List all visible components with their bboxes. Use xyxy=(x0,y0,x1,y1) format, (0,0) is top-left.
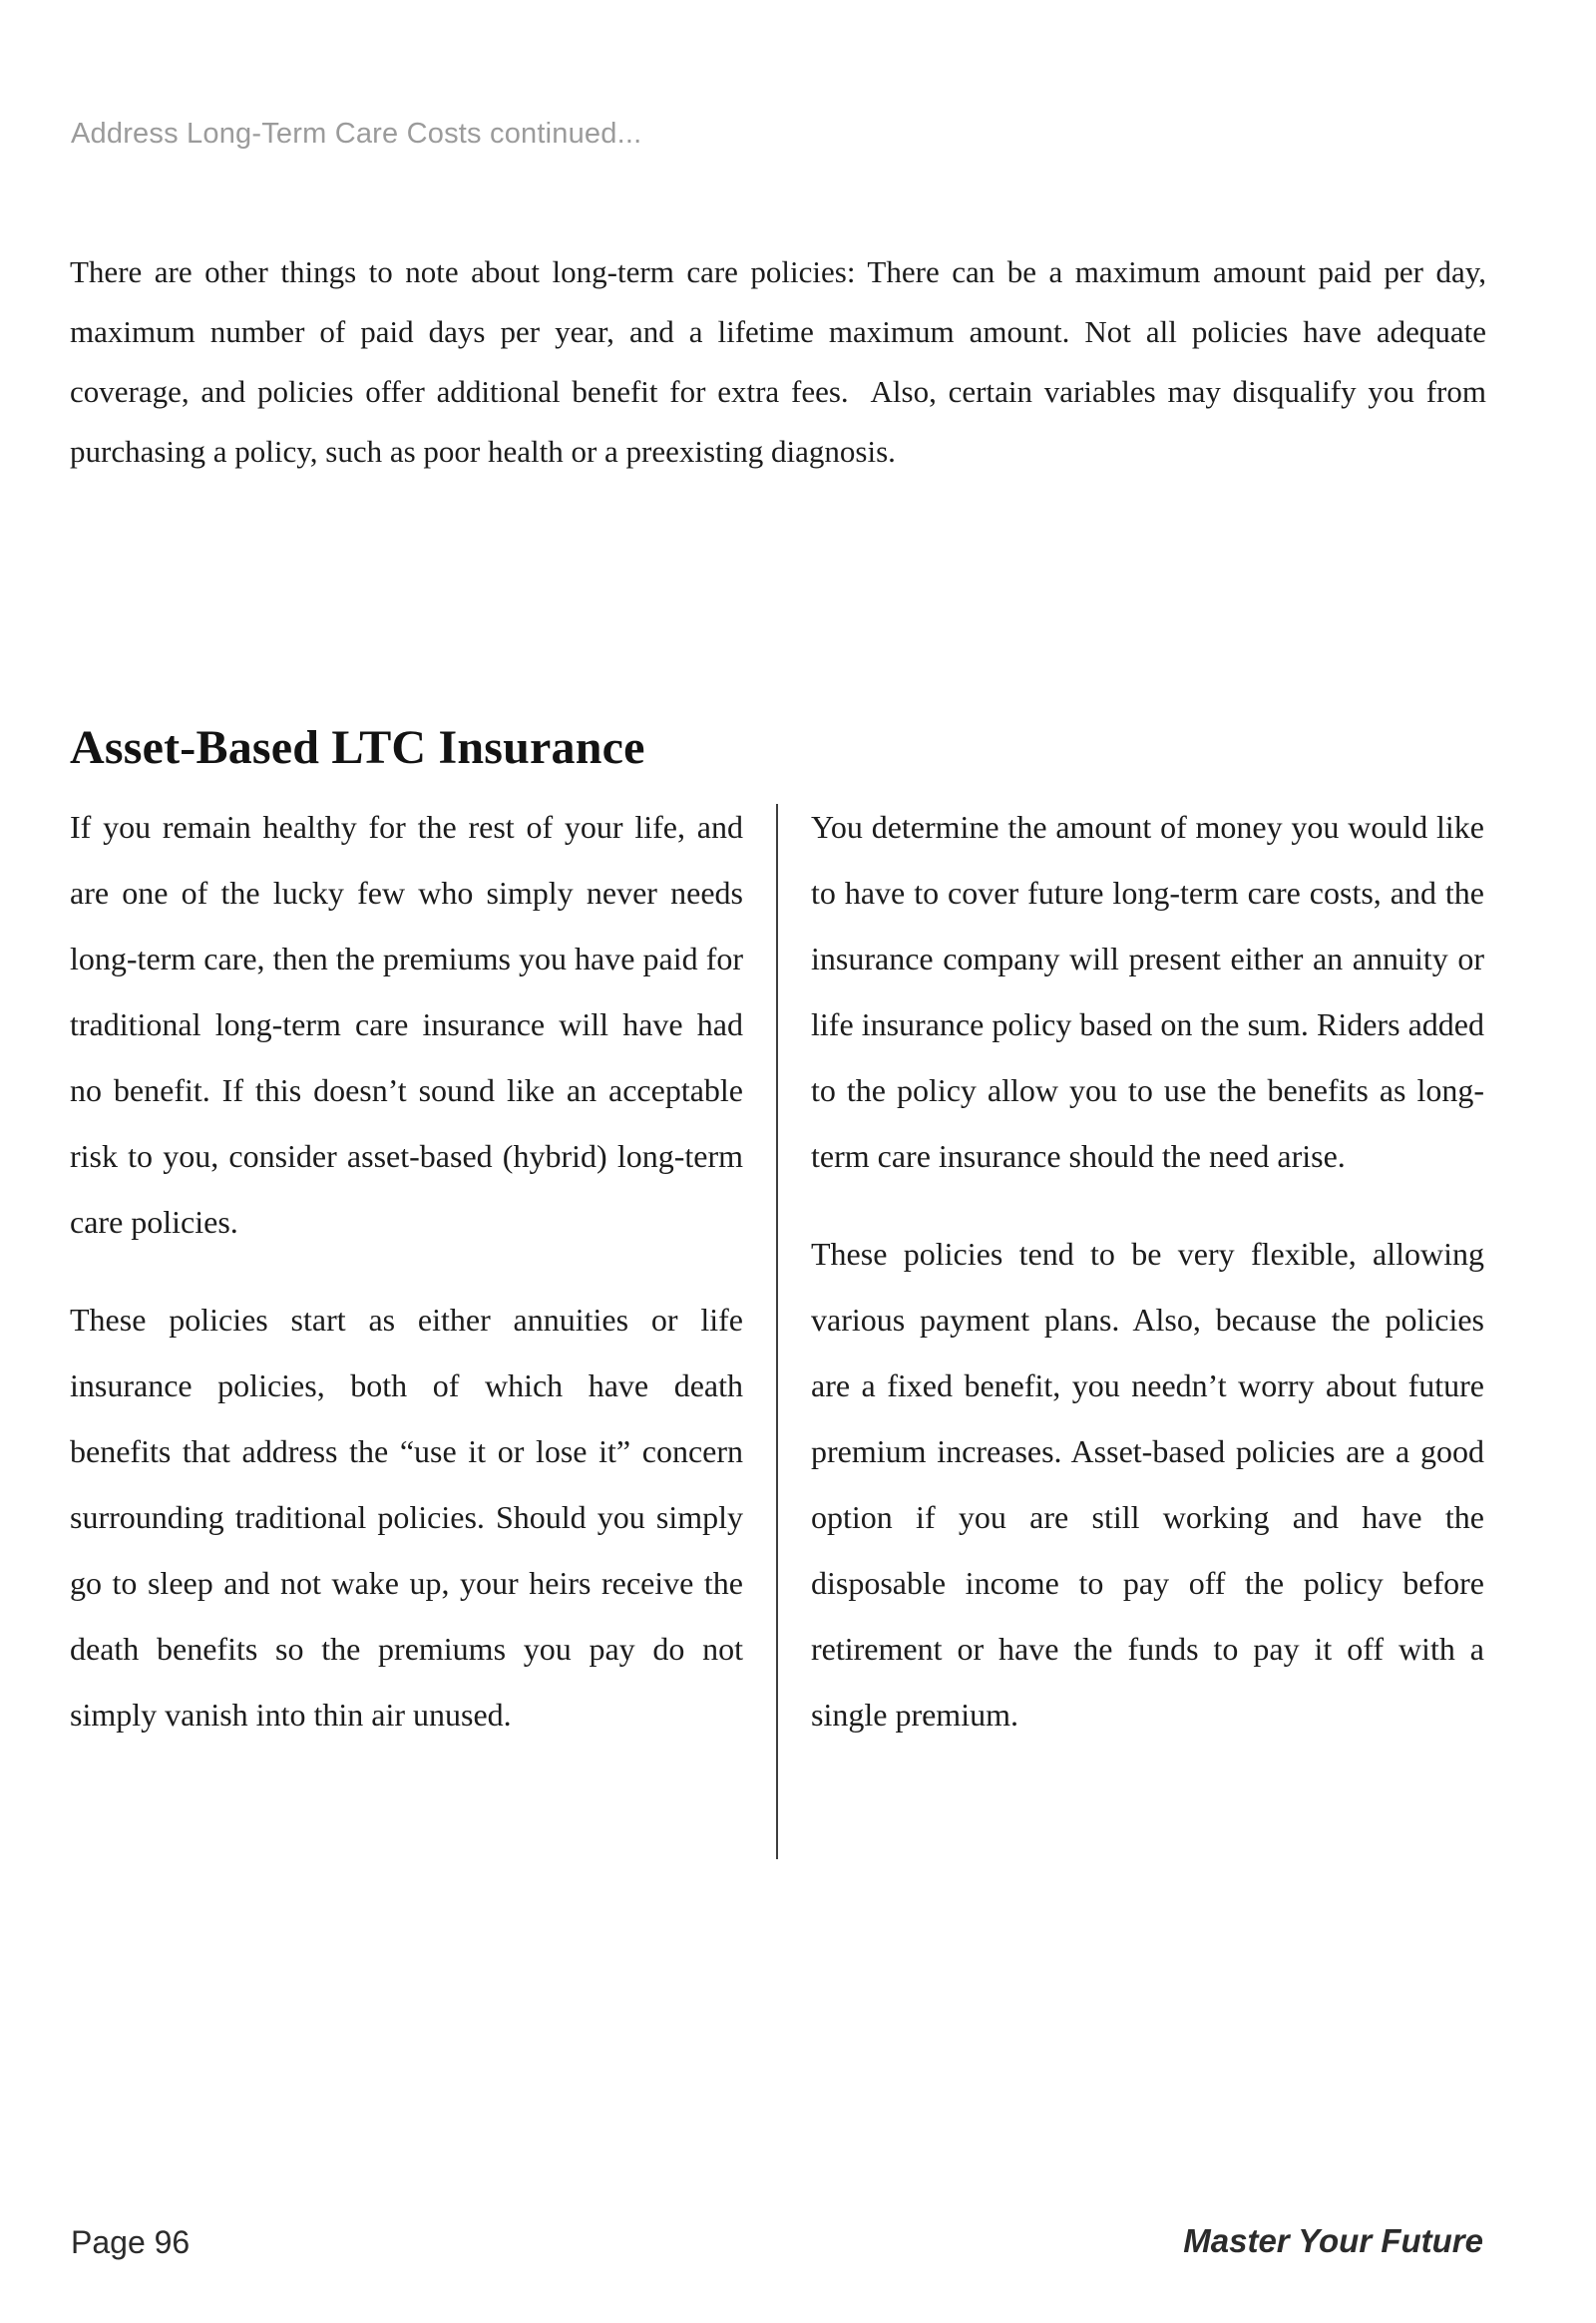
column-divider xyxy=(776,804,778,1859)
left-column xyxy=(70,794,743,1747)
intro-paragraph: There are other things to note about long-term care policies: There can be a maximum amount paid per day, maximum number of paid days per year, and a lifetime maximum amount. Not all policies have adequate coverage, and policies offer additional benefit for extra fees. Also, certain variables may disqualify you from purchasing a policy, such as poor health or a preexisting diagnosis. xyxy=(70,254,1486,469)
right-column-paragraph-1: You determine the amount of money you would like to have to cover future long-term care costs, and the insurance company will present either an annuity or life insurance policy based on the sum. Riders added to the policy allow you to use the benefits as long-term care insurance should the need arise. xyxy=(811,809,1484,1174)
running-header: Address Long-Term Care Costs continued... xyxy=(71,118,642,150)
page-number: Page 96 xyxy=(71,2224,191,2260)
right-column xyxy=(811,794,1484,1747)
book-title: Master Your Future xyxy=(1183,2222,1483,2259)
left-column-paragraph-1: If you remain healthy for the rest of your life, and are one of the lucky few who simply never needs long-term care, then the premiums you have paid for traditional long-term care insurance will have had no benefit. If this doesn’t sound like an acceptable risk to you, consider asset-based (hybrid) long-term care policies. xyxy=(70,809,743,1240)
two-column-section xyxy=(70,794,1486,1859)
section-heading: Asset-Based LTC Insurance xyxy=(70,721,645,775)
left-column-paragraph-2: These policies start as either annuities or life insurance policies, both of which have death benefits that address the “use it or lose it” concern surrounding traditional policies. Should you simply go to sleep and not wake up, your heirs receive the death benefits so the premiums you pay do not simply vanish into thin air unused. xyxy=(70,1302,743,1733)
right-column-paragraph-2: These policies tend to be very flexible, allowing various payment plans. Also, because the policies are a fixed benefit, you needn’t worry about future premium increases. Asset-based policies are a good option if you are still working and have the disposable income to pay off the policy before retirement or have the funds to pay it off with a single premium. xyxy=(811,1236,1484,1733)
